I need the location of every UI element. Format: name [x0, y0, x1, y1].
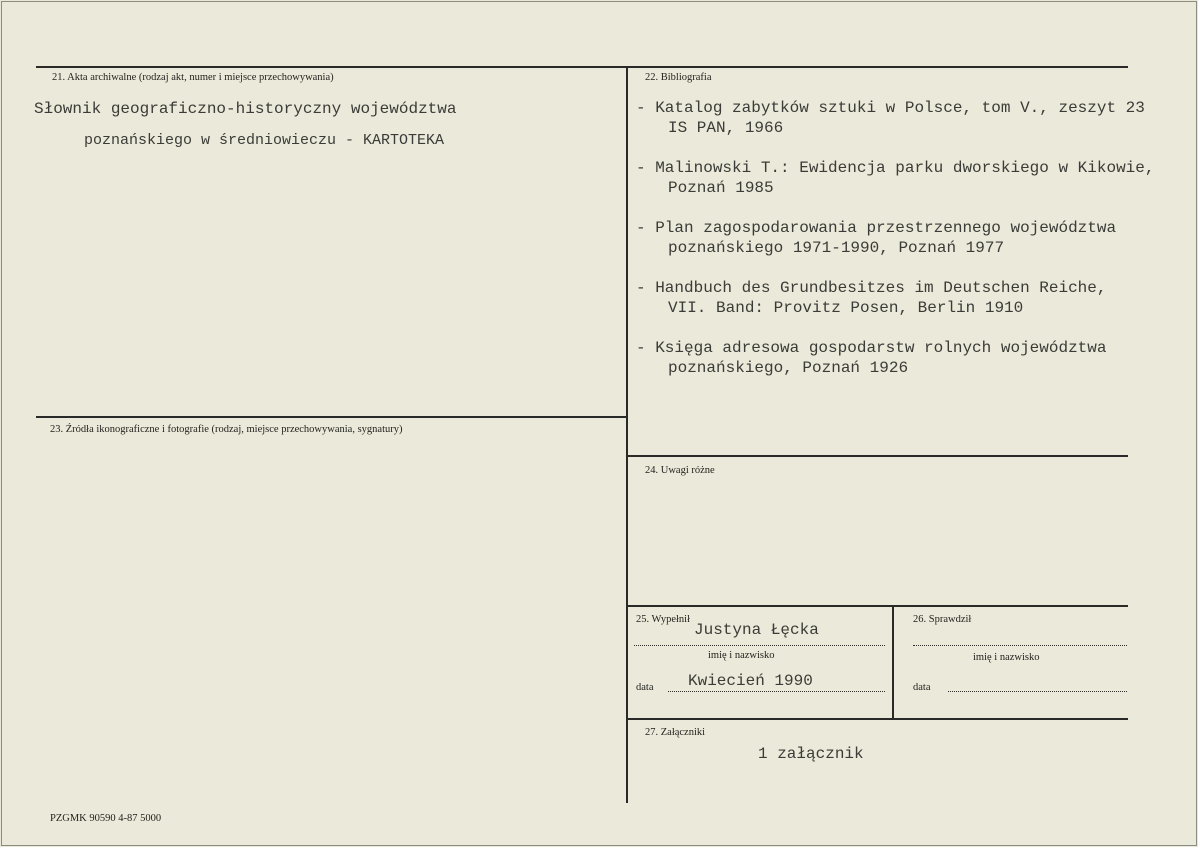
section-27-label: 27. Załączniki	[645, 727, 706, 738]
section-22-label: 22. Bibliografia	[645, 72, 712, 83]
checked-by-name-caption: imię i nazwisko	[973, 652, 1040, 663]
checked-by-date-label: data	[913, 682, 931, 693]
bibliography-entry-line: - Plan zagospodarowania przestrzennego województwa	[636, 219, 1117, 237]
filled-by-name: Justyna Łęcka	[694, 621, 819, 639]
bibliography-entry-continuation: VII. Band: Provitz Posen, Berlin 1910	[668, 299, 1024, 317]
bibliography-entry-line: - Księga adresowa gospodarstw rolnych województwa	[636, 339, 1107, 357]
center-divider	[626, 66, 628, 803]
bibliography-entry-line: - Katalog zabytków sztuki w Polsce, tom V., zeszyt 23	[636, 99, 1145, 117]
bibliography-entry-continuation: poznańskiego 1971-1990, Poznań 1977	[668, 239, 1005, 257]
bibliography-entry-line: - Malinowski T.: Ewidencja parku dworskiego w Kikowie,	[636, 159, 1155, 177]
divider-25-26	[892, 605, 894, 718]
print-code: PZGMK 90590 4-87 5000	[50, 813, 162, 824]
attachments-value: 1 załącznik	[758, 745, 864, 763]
checked-by-name-line	[913, 645, 1127, 646]
top-rule	[36, 66, 1128, 68]
section-23-label: 23. Źródła ikonograficzne i fotografie (rodzaj, miejsce przechowywania, sygnatury)	[50, 424, 403, 435]
bibliography-entry-continuation: IS PAN, 1966	[668, 119, 784, 137]
filled-by-date-label: data	[636, 682, 654, 693]
bibliography-entry	[636, 278, 1106, 318]
section-21-line1: Słownik geograficzno-historyczny województwa	[34, 100, 457, 118]
bibliography-entry	[636, 218, 1116, 258]
bibliography-entry	[636, 338, 1106, 378]
rule-21-23	[36, 416, 626, 418]
bibliography-entry	[636, 158, 1154, 198]
bibliography-entry-continuation: Poznań 1985	[668, 179, 774, 197]
checked-by-date-line	[948, 691, 1127, 692]
filled-by-name-caption: imię i nazwisko	[708, 650, 775, 661]
section-24-label: 24. Uwagi różne	[645, 465, 715, 476]
filled-by-name-line	[634, 645, 885, 646]
section-26-label: 26. Sprawdził	[913, 614, 972, 625]
filled-by-date: Kwiecień 1990	[688, 672, 813, 690]
section-21-line2: poznańskiego w średniowieczu - KARTOTEKA	[84, 132, 445, 149]
section-25-label: 25. Wypełnił	[636, 614, 691, 625]
bibliography-entry-line: - Handbuch des Grundbesitzes im Deutschen Reiche,	[636, 279, 1107, 297]
section-21-label: 21. Akta archiwalne (rodzaj akt, numer i miejsce przechowywania)	[52, 72, 334, 83]
filled-by-date-line	[668, 691, 885, 692]
rule-above-27	[626, 718, 1128, 720]
rule-above-24	[626, 455, 1128, 457]
rule-above-25	[626, 605, 1128, 607]
bibliography-entry	[636, 98, 1145, 138]
bibliography-entry-continuation: poznańskiego, Poznań 1926	[668, 359, 909, 377]
